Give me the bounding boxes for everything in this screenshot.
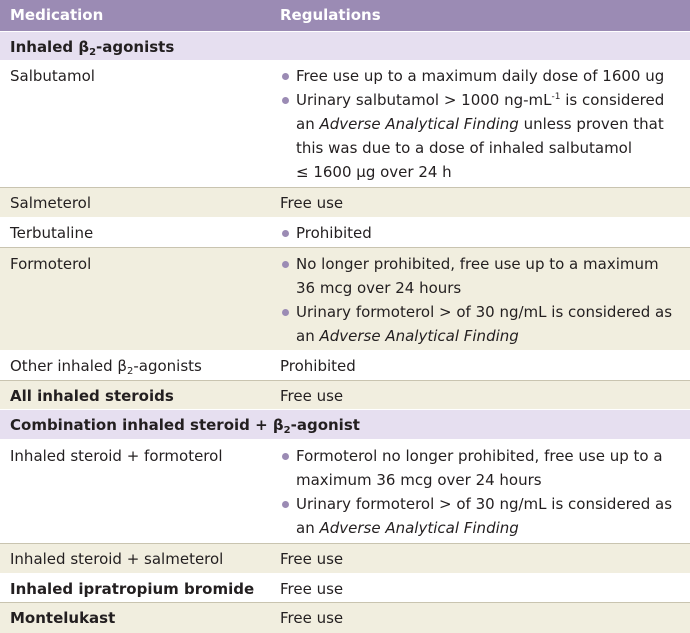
section-title: Inhaled $\beta_2$-agonists	[10, 38, 175, 58]
bullet-dot-icon	[282, 97, 289, 104]
header-medication: Medication	[10, 6, 104, 24]
regulation-text: Free use	[280, 194, 344, 212]
medication-name: Montelukast	[10, 609, 116, 627]
medication-name: Terbutaline	[10, 224, 94, 242]
table-header	[0, 0, 690, 32]
regulation-text: Prohibited	[280, 357, 356, 375]
header-regulations: Regulations	[280, 6, 381, 24]
table-row-steroid-formoterol	[0, 440, 690, 544]
medication-name: Salmeterol	[10, 194, 92, 212]
medication-name: Other inhaled $\beta_2$-agonists	[10, 357, 202, 377]
table-row-salbutamol	[0, 61, 690, 188]
medication-name: Inhaled steroid + formoterol	[10, 447, 223, 465]
regulation-bullets	[280, 64, 680, 184]
section-combination	[0, 410, 690, 440]
medication-name: Inhaled steroid + salmeterol	[10, 550, 224, 568]
table-row-terbutaline	[0, 218, 690, 248]
table-row-other-b2-agonists	[0, 351, 690, 381]
bullet-dot-icon	[282, 261, 289, 268]
table-row-montelukast	[0, 603, 690, 633]
regulation-bullets	[280, 444, 680, 540]
table-row-ipratropium	[0, 574, 690, 603]
regulation-bullets	[280, 252, 680, 348]
bullet-dot-icon	[282, 309, 289, 316]
bullet-item: No longer prohibited, free use up to a maximum 36 mcg over 24 hours	[280, 252, 680, 300]
bullet-dot-icon	[282, 501, 289, 508]
regulation-bullets	[280, 221, 680, 245]
bullet-item: Free use up to a maximum daily dose of 1600 ug	[280, 64, 680, 88]
medication-name: Salbutamol	[10, 67, 95, 85]
bullet-dot-icon	[282, 453, 289, 460]
section-inhaled-b2-agonists	[0, 32, 690, 61]
regulation-text: Free use	[280, 609, 344, 627]
bullet-dot-icon	[282, 230, 289, 237]
bullet-item: Prohibited	[280, 221, 680, 245]
section-title: Combination inhaled steroid + $\beta_2$-agonist	[10, 416, 360, 436]
table-row-formoterol	[0, 248, 690, 351]
bullet-item: Urinary formoterol > of 30 ng/mL is considered as an Adverse Analytical Finding	[280, 492, 680, 540]
medication-name: All inhaled steroids	[10, 387, 174, 405]
medication-name: Formoterol	[10, 255, 92, 273]
table-row-steroid-salmeterol	[0, 544, 690, 574]
medication-name: Inhaled ipratropium bromide	[10, 580, 255, 598]
bullet-item: Formoterol no longer prohibited, free use up to a maximum 36 mcg over 24 hours	[280, 444, 680, 492]
regulation-text: Free use	[280, 387, 344, 405]
regulation-text: Free use	[280, 580, 344, 598]
table-row-salmeterol	[0, 188, 690, 218]
regulation-text: Free use	[280, 550, 344, 568]
bullet-item: Urinary formoterol > of 30 ng/mL is considered as an Adverse Analytical Finding	[280, 300, 680, 348]
table-row-inhaled-steroids	[0, 381, 690, 410]
bullet-dot-icon	[282, 73, 289, 80]
bullet-item: Urinary salbutamol > 1000 $ng-mL^{-1}$ is considered an Adverse Analytical Finding unless proven that this was due to a dose of inhaled salbutamol ≤ 1600 µg over 24 h	[280, 88, 680, 184]
